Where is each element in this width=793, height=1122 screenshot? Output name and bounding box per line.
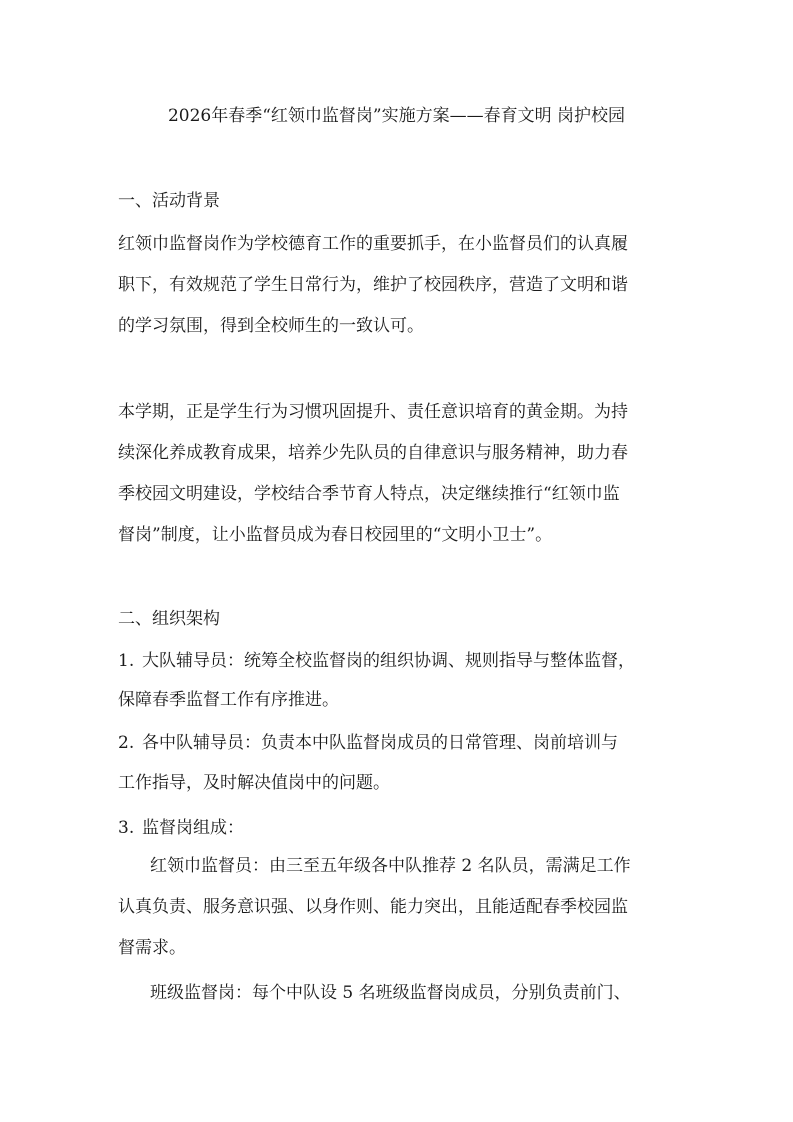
list-number: 1.	[118, 651, 135, 671]
paragraph-line: 职下，有效规范了学生日常行为，维护了校园秩序，营造了文明和谐	[118, 275, 628, 295]
list-text: 各中队辅导员：负责本中队监督岗成员的日常管理、岗前培训与	[142, 733, 618, 753]
list-continuation: 工作指导，及时解决值岗中的问题。	[118, 773, 390, 793]
section-heading-organization: 二、组织架构	[118, 609, 220, 629]
document-title: 2026年春季“红领巾监督岗”实施方案——春育文明 岗护校园	[167, 106, 626, 126]
list-item-3	[118, 815, 244, 841]
paragraph-line: 续深化养成教育成果，培养少先队员的自律意识与服务精神，助力春	[118, 443, 628, 463]
list-item-2	[118, 730, 618, 756]
sub-paragraph-line: 红领巾监督员：由三至五年级各中队推荐 2 名队员，需满足工作	[150, 856, 631, 876]
list-number: 2.	[118, 733, 135, 753]
paragraph-line: 的学习氛围，得到全校师生的一致认可。	[118, 316, 424, 336]
paragraph-line: 本学期，正是学生行为习惯巩固提升、责任意识培育的黄金期。为持	[118, 402, 628, 422]
section-heading-background: 一、活动背景	[118, 191, 220, 211]
list-text: 大队辅导员：统筹全校监督岗的组织协调、规则指导与整体监督，	[142, 651, 635, 671]
paragraph-line: 督岗”制度，让小监督员成为春日校园里的“文明小卫士”。	[118, 525, 553, 545]
list-text: 监督岗组成：	[142, 818, 244, 838]
list-continuation: 保障春季监督工作有序推进。	[118, 690, 339, 710]
sub-paragraph-line: 班级监督岗：每个中队设 5 名班级监督岗成员，分别负责前门、	[150, 983, 631, 1003]
list-number: 3.	[118, 818, 135, 838]
sub-paragraph-line: 认真负责、服务意识强、以身作则、能力突出，且能适配春季校园监	[118, 897, 628, 917]
list-item-1	[118, 648, 635, 674]
sub-paragraph-line: 督需求。	[118, 938, 186, 958]
paragraph-line: 红领巾监督岗作为学校德育工作的重要抓手，在小监督员们的认真履	[118, 234, 628, 254]
paragraph-line: 季校园文明建设，学校结合季节育人特点，决定继续推行“红领巾监	[118, 484, 620, 504]
